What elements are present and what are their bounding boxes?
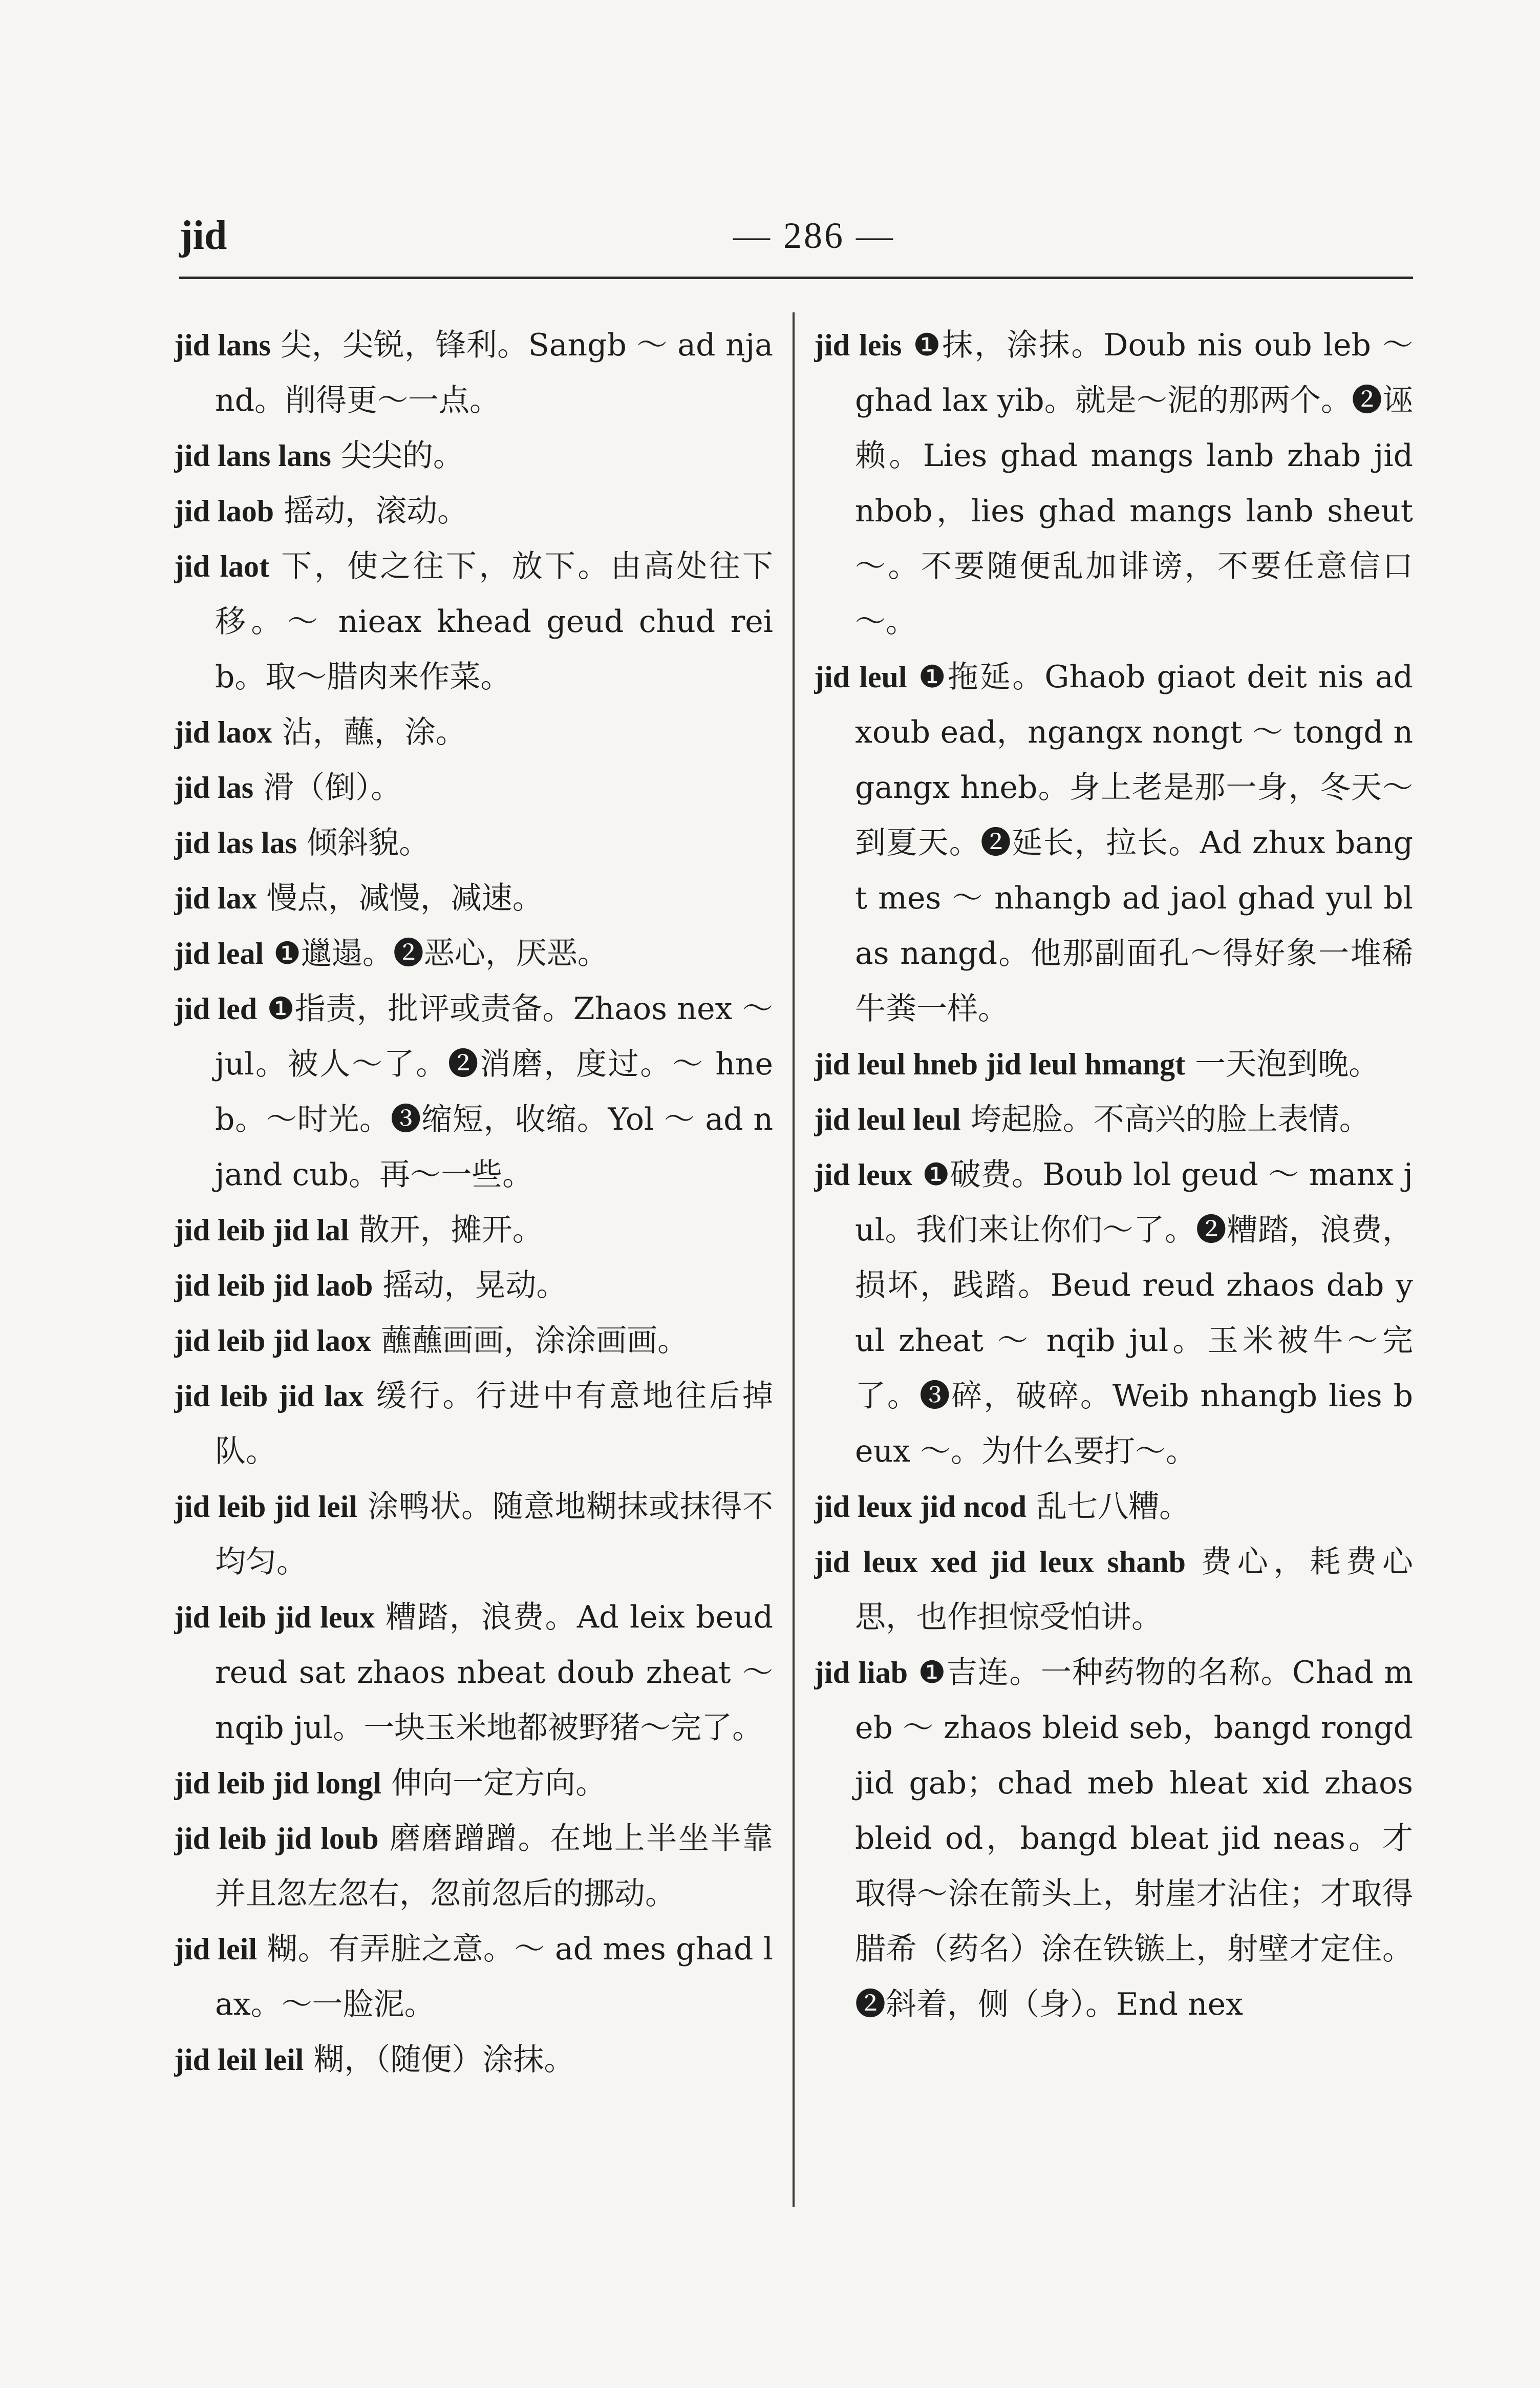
- entry-definition: 倾斜貌。: [297, 825, 430, 861]
- dictionary-entry: [174, 705, 773, 760]
- dictionary-entry: [814, 318, 1413, 649]
- dictionary-entry: [174, 1258, 773, 1313]
- entry-headword: jid las las: [174, 826, 297, 860]
- entry-definition: 费心，耗费心思，也作担惊受怕讲。: [855, 1544, 1413, 1635]
- entry-headword: jid leul hneb jid leul hmangt: [814, 1047, 1186, 1081]
- dictionary-entry: [174, 1811, 773, 1921]
- entry-headword: jid laox: [174, 715, 272, 749]
- entry-headword: jid leib jid laob: [174, 1269, 373, 1302]
- entry-definition: 糊。有弄脏之意。～ ad mes ghad lax。～一脸泥。: [215, 1931, 773, 2022]
- entry-headword: jid leib jid lax: [174, 1379, 364, 1413]
- entry-headword: jid laob: [174, 494, 274, 528]
- dictionary-entry: [174, 981, 773, 1202]
- entry-headword: jid leil: [174, 1932, 258, 1966]
- entry-definition: 蘸蘸画画，涂涂画画。: [371, 1323, 689, 1359]
- entry-headword: jid leul: [814, 660, 907, 694]
- header-rule: [179, 277, 1413, 279]
- dictionary-entry: [174, 1756, 773, 1811]
- dictionary-entry: [174, 483, 773, 539]
- entry-definition: 摇动，晃动。: [373, 1267, 567, 1303]
- dictionary-entry: [814, 649, 1413, 1037]
- dictionary-entry: [814, 1092, 1413, 1147]
- entry-headword: jid liab: [814, 1656, 908, 1689]
- entry-headword: jid las: [174, 771, 254, 805]
- dictionary-entry: [174, 1921, 773, 2032]
- dictionary-entry: [174, 1590, 773, 1756]
- entry-definition: 慢点，减慢，减速。: [256, 880, 543, 916]
- entry-headword: jid leib jid leux: [174, 1600, 375, 1634]
- entry-headword: jid leul leul: [814, 1103, 961, 1136]
- entry-definition: ❶抹，涂抹。Doub nis oub leb ～ ghad lax yib。就是～泥的那两个。❷诬赖。Lies ghad mangs lanb zhab jid nbob，lies ghad mangs lanb sheut ～。不要随便乱加诽谤，不要任意信口～。: [855, 327, 1413, 640]
- dictionary-entry: [174, 871, 773, 926]
- dictionary-entry: [174, 1479, 773, 1590]
- entry-headword: jid leux jid ncod: [814, 1490, 1027, 1524]
- entry-definition: 一天泡到晚。: [1185, 1046, 1380, 1082]
- entry-definition: 糊，（随便）涂抹。: [304, 2042, 575, 2078]
- page-header: [179, 205, 1413, 277]
- entry-definition: 沾，蘸，涂。: [272, 714, 466, 750]
- dictionary-entry: [174, 539, 773, 705]
- entry-headword: jid leil leil: [174, 2043, 304, 2077]
- entry-headword: jid led: [174, 992, 258, 1026]
- entry-definition: 乱七八糟。: [1026, 1489, 1190, 1525]
- entry-headword: jid leib jid leil: [174, 1490, 357, 1524]
- entry-headword: jid leis: [814, 328, 902, 362]
- entry-headword: jid leux xed jid leux shanb: [814, 1545, 1186, 1579]
- dictionary-entry: [814, 1479, 1413, 1534]
- entry-headword: jid laot: [174, 550, 269, 583]
- dictionary-entry: [814, 1147, 1413, 1479]
- entry-definition: 尖，尖锐，锋利。Sangb ～ ad njand。削得更～一点。: [215, 327, 773, 418]
- entry-definition: 涂鸭状。随意地糊抹或抹得不均匀。: [215, 1489, 773, 1580]
- entry-definition: 下，使之往下，放下。由高处往下移。～ nieax khead geud chud reib。取～腊肉来作菜。: [215, 548, 773, 695]
- entry-definition: 散开，摊开。: [349, 1212, 543, 1248]
- dictionary-entry: [174, 760, 773, 815]
- entry-definition: 缓行。行进中有意地往后掉队。: [215, 1378, 773, 1469]
- entry-definition: 滑（倒）。: [253, 770, 402, 806]
- entry-definition: ❶吉连。一种药物的名称。Chad meb ～ zhaos bleid seb，bangd rongd jid gab；chad meb hleat xid zhaos bleid od，bangd bleat jid neas。才取得～涂在箭头上，射崖才沾住；才取得腊希（药名）涂在铁镞上，射壁才定住。❷斜着，侧（身）。End nex: [855, 1655, 1413, 2022]
- left-column: [174, 318, 773, 2274]
- dictionary-entry: [174, 2032, 773, 2087]
- entry-definition: ❶指责，批评或责备。Zhaos nex ～ jul。被人～了。❷消磨，度过。～ hneb。～时光。❸缩短，收缩。Yol ～ ad njand cub。再～一些。: [215, 991, 773, 1193]
- entry-definition: 垮起脸。不高兴的脸上表情。: [960, 1102, 1370, 1137]
- entry-headword: jid lax: [174, 881, 257, 915]
- dictionary-entry: [174, 815, 773, 871]
- entry-definition: 磨磨蹭蹭。在地上半坐半靠并且忽左忽右，忽前忽后的挪动。: [215, 1821, 773, 1912]
- entry-headword: jid leux: [814, 1158, 912, 1192]
- entry-headword: jid leib jid loub: [174, 1822, 379, 1855]
- dictionary-entry: [814, 1534, 1413, 1645]
- entry-definition: 伸向一定方向。: [381, 1765, 607, 1801]
- entry-headword: jid leib jid lal: [174, 1213, 349, 1247]
- dictionary-entry: [174, 428, 773, 483]
- dictionary-entry: [174, 1313, 773, 1368]
- page-number: — 286 —: [733, 215, 895, 256]
- entry-headword: jid leib jid laox: [174, 1324, 372, 1358]
- entry-definition: ❶拖延。Ghaob giaot deit nis ad xoub ead，ngangx nongt ～ tongd ngangx hneb。身上老是那一身，冬天～到夏天。❷延长，拉长。Ad zhux bangt mes ～ nhangb ad jaol ghad yul blas nangd。他那副面孔～得好象一堆稀牛粪一样。: [855, 659, 1413, 1027]
- entry-headword: jid leib jid longl: [174, 1766, 382, 1800]
- entry-headword: jid leal: [174, 937, 264, 970]
- dictionary-entry: [174, 1368, 773, 1479]
- entry-definition: 糟踏，浪费。Ad leix beud reud sat zhaos nbeat doub zheat ～ nqib jul。一块玉米地都被野猪～完了。: [215, 1599, 773, 1746]
- entry-definition: 尖尖的。: [331, 438, 464, 474]
- dictionary-entry: [174, 926, 773, 981]
- entry-definition: ❶破费。Boub lol geud ～ manx jul。我们来让你们～了。❷糟踏，浪费，损坏，践踏。Beud reud zhaos dab yul zheat ～ nqib jul。玉米被牛～完了。❸碎，破碎。Weib nhangb lies beux ～。为什么要打～。: [855, 1157, 1413, 1469]
- entry-definition: ❶邋遢。❷恶心，厌恶。: [264, 936, 608, 971]
- dictionary-entry: [814, 1645, 1413, 2032]
- running-head: jid: [179, 213, 227, 258]
- column-divider: [793, 312, 795, 2207]
- entry-headword: jid lans lans: [174, 439, 331, 473]
- entry-headword: jid lans: [174, 328, 271, 362]
- dictionary-entry: [174, 1202, 773, 1258]
- entry-definition: 摇动，滚动。: [274, 493, 468, 529]
- right-column: [814, 318, 1413, 2274]
- dictionary-entry: [174, 318, 773, 428]
- dictionary-entry: [814, 1037, 1413, 1092]
